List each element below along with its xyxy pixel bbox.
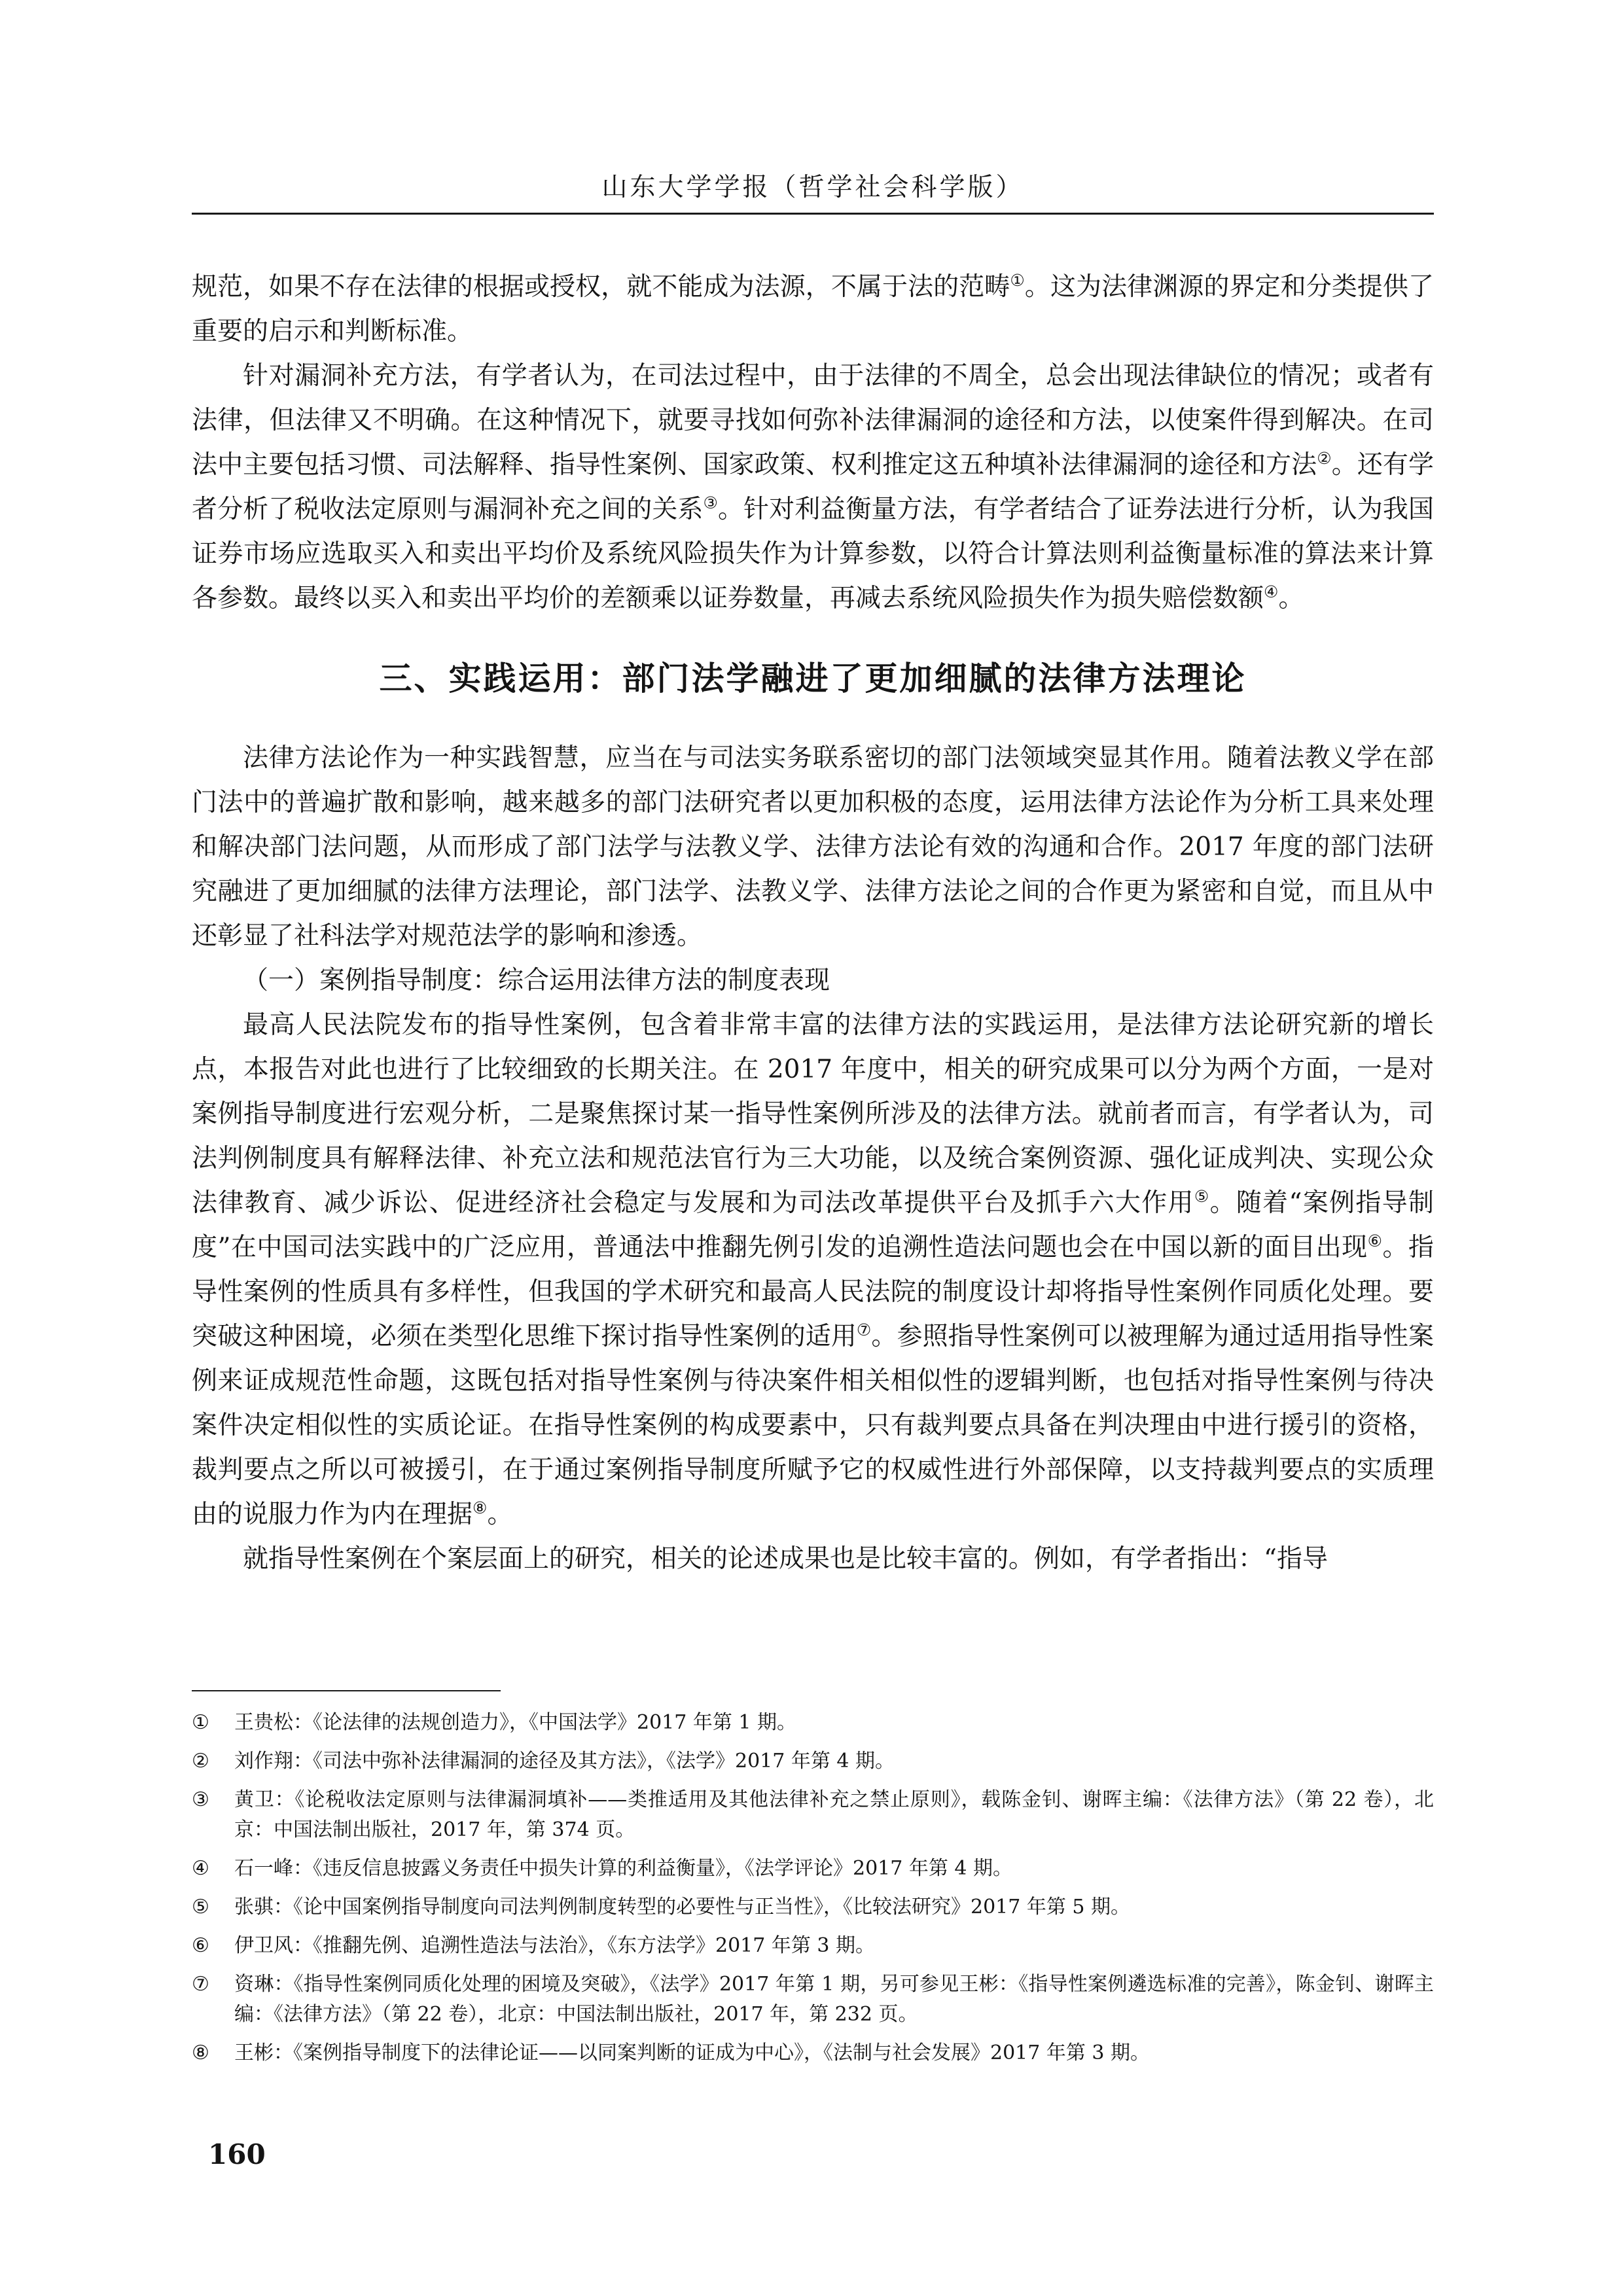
footnote-marker: ⑦ (192, 1973, 209, 1996)
footnote-8 (192, 2038, 1434, 2068)
footnote-ref-8[interactable]: ⑧ (473, 1498, 488, 1517)
paragraph-5: 就指导性案例在个案层面上的研究，相关的论述成果也是比较丰富的。例如，有学者指出：“指导 (243, 1544, 1328, 1574)
footnote-text: 黄卫：《论税收法定原则与法律漏洞填补——类推适用及其他法律补充之禁止原则》，载陈金钊、谢晖主编：《法律方法》（第 22 卷），北京：中国法制出版社，2017 年，第 374 页。 (234, 1788, 1434, 1841)
footnote-4 (192, 1854, 1434, 1884)
footnote-ref-1[interactable]: ① (1010, 271, 1025, 290)
paragraph-2-text-a: 针对漏洞补充方法，有学者认为，在司法过程中，由于法律的不周全，总会出现法律缺位的情况；或者有法律，但法律又不明确。在这种情况下，就要寻找如何弥补法律漏洞的途径和方法，以使案件得到解决。在司法中主要包括习惯、司法解释、指导性案例、国家政策、权利推定这五种填补法律漏洞的途径和方法 (192, 361, 1434, 480)
paragraph-4-text-d: 。参照指导性案例可以被理解为通过适用指导性案例来证成规范性命题，这既包括对指导性案例与待决案件相关相似性的逻辑判断，也包括对指导性案例与待决案件决定相似性的实质论证。在指导性案例的构成要素中，只有裁判要点具备在判决理由中进行援引的资格，裁判要点之所以可被援引，在于通过案例指导制度所赋予它的权威性进行外部保障，以支持裁判要点的实质理由的说服力作为内在理据 (192, 1322, 1434, 1529)
footnote-rule (192, 1690, 501, 1691)
footnote-marker: ③ (192, 1788, 209, 1811)
section-heading: 三、实践运用：部门法学融进了更加细腻的法律方法理论 (379, 659, 1247, 698)
footnote-marker: ② (192, 1750, 209, 1773)
footnote-text: 王贵松：《论法律的法规创造力》，《中国法学》2017 年第 1 期。 (234, 1711, 797, 1734)
paragraph-4-text-a: 最高人民法院发布的指导性案例，包含着非常丰富的法律方法的实践运用，是法律方法论研究新的增长点，本报告对此也进行了比较细致的长期关注。在 2017 年度中，相关的研究成果可以分为两个方面，一是对案例指导制度进行宏观分析，二是聚焦探讨某一指导性案例所涉及的法律方法。就前者而言，有学者认为，司法判例制度具有解释法律、补充立法和规范法官行为三大功能，以及统合案例资源、强化证成判决、实现公众法律教育、减少诉讼、促进经济社会稳定与发展和为司法改革提供平台及抓手六大作用 (192, 1010, 1434, 1218)
footnote-marker: ⑥ (192, 1934, 209, 1957)
footnote-ref-4[interactable]: ④ (1264, 582, 1279, 601)
footnote-text: 刘作翔：《司法中弥补法律漏洞的途径及其方法》，《法学》2017 年第 4 期。 (234, 1750, 895, 1773)
footnote-marker: ⑧ (192, 2041, 209, 2064)
footnotes (192, 1708, 1434, 2077)
footnote-7 (192, 1969, 1434, 2030)
paragraph-2-text-b: 。还有学者分析了税收法定原则与漏洞补充之间的关系 (192, 450, 1434, 524)
paragraph-4 (192, 1003, 1434, 1537)
footnote-text: 石一峰：《违反信息披露义务责任中损失计算的利益衡量》，《法学评论》2017 年第 4 期。 (234, 1857, 1013, 1880)
paragraph-1 (192, 265, 1434, 354)
footnote-marker: ④ (192, 1857, 209, 1880)
paragraph-4-text-c: 。指导性案例的性质具有多样性，但我国的学术研究和最高人民法院的制度设计却将指导性案例作同质化处理。要突破这种困境，必须在类型化思维下探讨指导性案例的适用 (192, 1233, 1434, 1351)
footnote-1 (192, 1708, 1434, 1738)
paragraph-4-text-e: 。 (487, 1500, 513, 1529)
footnote-marker: ⑤ (192, 1896, 209, 1918)
paragraph-3: 法律方法论作为一种实践智慧，应当在与司法实务联系密切的部门法领域突显其作用。随着法教义学在部门法中的普遍扩散和影响，越来越多的部门法研究者以更加积极的态度，运用法律方法论作为分析工具来处理和解决部门法问题，从而形成了部门法学与法教义学、法律方法论有效的沟通和合作。2017 年度的部门法研究融进了更加细腻的法律方法理论，部门法学、法教义学、法律方法论之间的合作更为紧密和自觉，而且从中还彰显了社科法学对规范法学的影响和渗透。 (192, 743, 1434, 951)
footnote-text: 王彬：《案例指导制度下的法律论证——以同案判断的证成为中心》，《法制与社会发展》2017 年第 3 期。 (234, 2041, 1150, 2064)
footnote-text: 伊卫风：《推翻先例、追溯性造法与法治》，《东方法学》2017 年第 3 期。 (234, 1934, 876, 1957)
footnote-ref-5[interactable]: ⑤ (1194, 1187, 1210, 1206)
footnote-3 (192, 1785, 1434, 1845)
footnote-marker: ① (192, 1711, 209, 1734)
footnote-ref-6[interactable]: ⑥ (1367, 1231, 1383, 1250)
paragraph-1-tail: 。这为法律渊源的界定和分类提供了重要的启示和判断标准。 (192, 272, 1434, 346)
footnote-5 (192, 1892, 1434, 1922)
paragraph-2-text-d: 。 (1278, 584, 1304, 613)
paragraph-2-text-c: 。针对利益衡量方法，有学者结合了证券法进行分析，认为我国证券市场应选取买入和卖出平均价及系统风险损失作为计算参数，以符合计算法则利益衡量标准的算法来计算各参数。最终以买入和卖出平均价的差额乘以证券数量，再减去系统风险损失作为损失赔偿数额 (192, 495, 1434, 613)
paragraph-1-text: 规范，如果不存在法律的根据或授权，就不能成为法源，不属于法的范畴 (192, 272, 1010, 302)
footnote-ref-2[interactable]: ② (1317, 449, 1332, 468)
footnote-ref-3[interactable]: ③ (703, 493, 718, 512)
header-rule (192, 213, 1434, 215)
subsection-heading: （一）案例指导制度：综合运用法律方法的制度表现 (243, 966, 830, 995)
paragraph-2 (192, 354, 1434, 621)
footnote-6 (192, 1931, 1434, 1961)
body-text (192, 265, 1434, 1581)
paragraph-4-text-b: 。随着“案例指导制度”在中国司法实践中的广泛应用，普通法中推翻先例引发的追溯性造法问题也会在中国以新的面目出现 (192, 1188, 1434, 1262)
footnote-text: 资琳：《指导性案例同质化处理的困境及突破》，《法学》2017 年第 1 期，另可参见王彬：《指导性案例遴选标准的完善》，陈金钊、谢晖主编：《法律方法》（第 22 卷），北京：中国法制出版社，2017 年，第 232 页。 (234, 1973, 1434, 2026)
running-header: 山东大学学报（哲学社会科学版） (601, 173, 1024, 202)
footnote-2 (192, 1746, 1434, 1776)
page-number: 160 (208, 2138, 266, 2170)
footnote-text: 张骐：《论中国案例指导制度向司法判例制度转型的必要性与正当性》，《比较法研究》2017 年第 5 期。 (234, 1896, 1131, 1918)
footnote-ref-7[interactable]: ⑦ (856, 1320, 872, 1339)
